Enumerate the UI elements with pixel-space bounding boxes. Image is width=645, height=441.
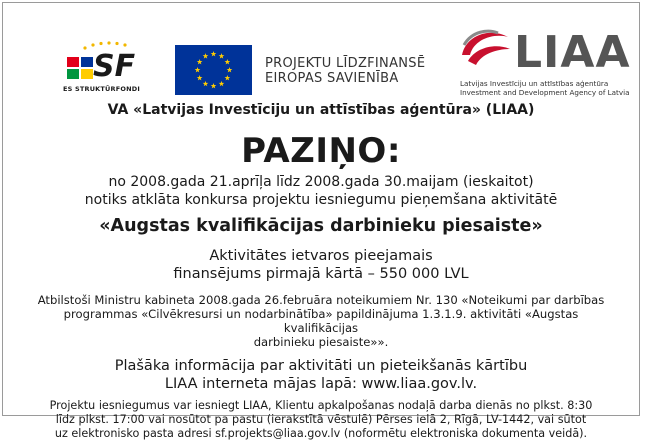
logo-bar bbox=[3, 3, 639, 101]
liaa-swoosh-icon bbox=[458, 25, 514, 75]
liaa-wordmark: LIAA bbox=[514, 27, 631, 78]
footer-line-3: uz elektronisko pasta adresi sf.projekts@liaa.gov.lv (noformētu elektroniska dokumenta veidā). bbox=[54, 427, 588, 440]
notice-body bbox=[3, 99, 639, 441]
funding-line-2: finansējums pirmajā kārtā – 550 000 LVL bbox=[173, 266, 469, 282]
more-info-paragraph bbox=[3, 357, 639, 393]
eu-cofinancing-text bbox=[265, 56, 425, 86]
activity-title: «Augstas kvalifikācijas darbinieku piesaiste» bbox=[99, 216, 543, 236]
funding-paragraph bbox=[3, 247, 639, 283]
eu-text-line-2: EIROPAS SAVIENĪBA bbox=[265, 71, 399, 86]
footer-line-1: Projektu iesniegumus var iesniegt LIAA, Klientu apkalpošanas nodaļā darba dienās no plkst. 8:30 bbox=[49, 399, 593, 412]
dates-line-2: notiks atklāta konkursa projektu iesniegumu pieņemšana aktivitātē bbox=[84, 192, 558, 208]
liaa-logo bbox=[458, 25, 633, 99]
sf-label: ES STRUKTŪRFONDI bbox=[63, 85, 140, 93]
liaa-subtitle bbox=[460, 79, 630, 97]
announcement-frame bbox=[2, 2, 640, 440]
liaa-subtitle-en: Investment and Development Agency of Latvia bbox=[460, 88, 630, 97]
submission-info-paragraph bbox=[3, 399, 639, 441]
dates-line-1: no 2008.gada 21.aprīļa līdz 2008.gada 30.maijam (ieskaitot) bbox=[108, 174, 534, 190]
more-line-1: Plašāka informācija par aktivitāti un pieteikšanās kārtību bbox=[114, 358, 528, 374]
legal-line-2: programmas «Cilvēkresursi un nodarbinātība» papildinājuma 1.3.1.9. aktivitāti «Augstas kvalifikācijas bbox=[63, 307, 579, 335]
es-strukturfondi-logo bbox=[61, 41, 145, 93]
notice-heading: PAZIŅO: bbox=[241, 131, 401, 171]
footer-line-2: līdz plkst. 17:00 vai nosūtot pa pastu (ierakstītā vēstulē) Pērses ielā 2, Rīgā, LV-1442, vai sūtot bbox=[55, 413, 587, 426]
eu-text-line-1: PROJEKTU LĪDZFINANSĒ bbox=[265, 56, 426, 71]
sf-colour-blocks-icon bbox=[65, 53, 95, 83]
eu-flag-icon bbox=[175, 45, 252, 95]
funding-line-1: Aktivitātes ietvaros pieejamais bbox=[209, 248, 433, 264]
liaa-subtitle-lv: Latvijas Investīciju un attīstības aģentūra bbox=[460, 79, 609, 88]
agency-name: VA «Latvijas Investīciju un attīstības aģentūra» (LIAA) bbox=[107, 102, 535, 118]
legal-basis-paragraph bbox=[3, 293, 639, 349]
more-line-2: LIAA interneta mājas lapā: www.liaa.gov.lv. bbox=[164, 376, 478, 392]
sf-mark: SF bbox=[93, 49, 136, 84]
legal-line-3: darbinieku piesaiste»». bbox=[253, 335, 389, 349]
legal-line-1: Atbilstoši Ministru kabineta 2008.gada 26.februāra noteikumiem Nr. 130 «Noteikumi par darbības bbox=[37, 293, 605, 307]
dates-paragraph bbox=[3, 173, 639, 209]
